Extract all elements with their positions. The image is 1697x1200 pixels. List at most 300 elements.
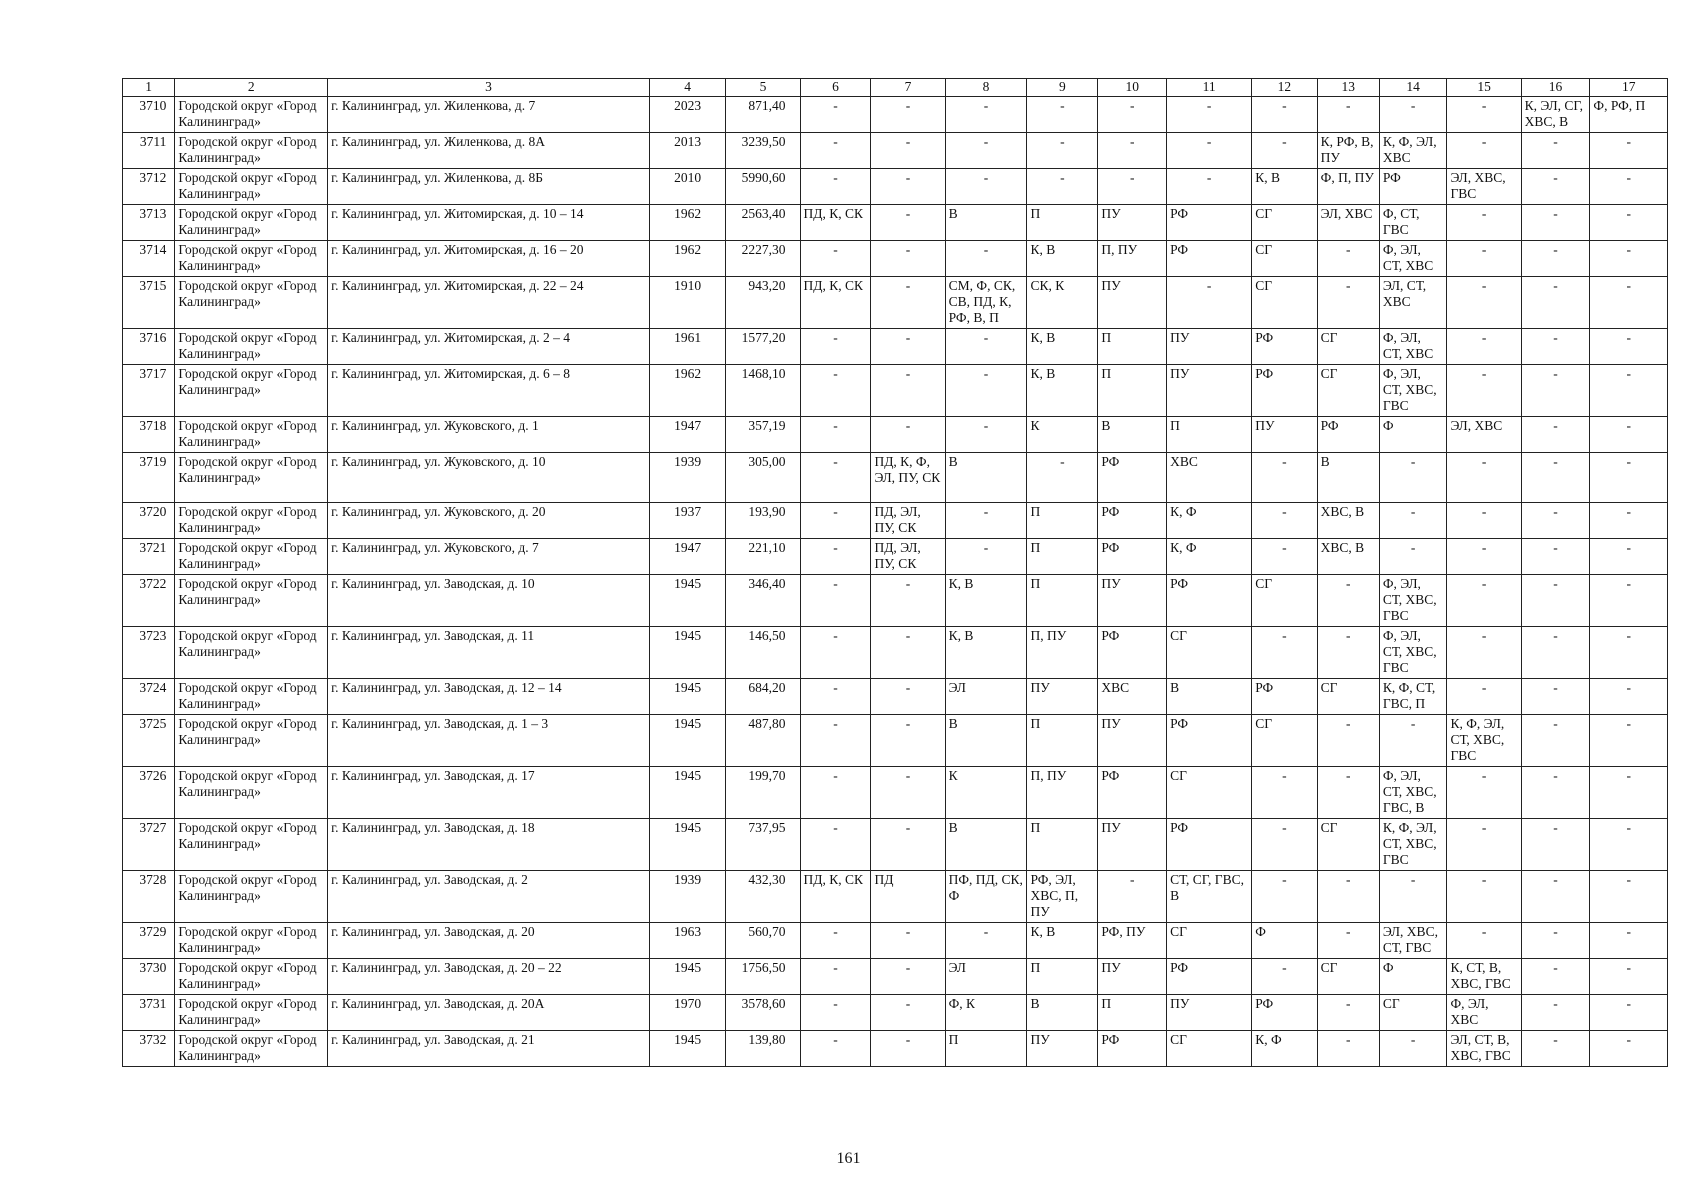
year-cell: 1939 <box>649 871 725 923</box>
cell-col-6: ПД, К, СК <box>800 277 871 329</box>
area-cell: 139,80 <box>726 1031 800 1067</box>
municipality-cell: Городской округ «Город Калининград» <box>175 277 328 329</box>
cell-col-11: РФ <box>1167 575 1252 627</box>
year-cell: 1945 <box>649 715 725 767</box>
cell-col-9: ПУ <box>1027 679 1098 715</box>
municipality-cell: Городской округ «Город Калининград» <box>175 205 328 241</box>
cell-col-14: Ф, ЭЛ, СТ, ХВС, ГВС, В <box>1379 767 1447 819</box>
cell-col-9: ПУ <box>1027 1031 1098 1067</box>
cell-col-8: - <box>945 365 1027 417</box>
cell-col-8: - <box>945 539 1027 575</box>
column-header-2: 2 <box>175 79 328 97</box>
cell-col-14: Ф <box>1379 959 1447 995</box>
column-header-13: 13 <box>1317 79 1379 97</box>
cell-col-7: - <box>871 959 945 995</box>
cell-col-11: РФ <box>1167 959 1252 995</box>
cell-col-7: - <box>871 923 945 959</box>
municipality-cell: Городской округ «Город Калининград» <box>175 959 328 995</box>
cell-col-17: - <box>1590 923 1668 959</box>
cell-col-9: П <box>1027 959 1098 995</box>
cell-col-6: - <box>800 97 871 133</box>
municipality-cell: Городской округ «Город Калининград» <box>175 819 328 871</box>
table-row <box>123 819 1668 871</box>
cell-col-7: - <box>871 277 945 329</box>
cell-col-13: В <box>1317 453 1379 503</box>
cell-col-10: ПУ <box>1098 205 1167 241</box>
address-cell: г. Калининград, ул. Житомирская, д. 6 – 8 <box>328 365 650 417</box>
cell-col-17: - <box>1590 627 1668 679</box>
record-number-cell: 3724 <box>123 679 175 715</box>
column-header-1: 1 <box>123 79 175 97</box>
cell-col-6: - <box>800 241 871 277</box>
cell-col-13: - <box>1317 97 1379 133</box>
cell-col-7: - <box>871 205 945 241</box>
cell-col-14: СГ <box>1379 995 1447 1031</box>
address-cell: г. Калининград, ул. Заводская, д. 18 <box>328 819 650 871</box>
cell-col-14: К, Ф, ЭЛ, ХВС <box>1379 133 1447 169</box>
municipality-cell: Городской округ «Город Калининград» <box>175 715 328 767</box>
municipality-cell: Городской округ «Город Калининград» <box>175 329 328 365</box>
cell-col-6: - <box>800 329 871 365</box>
cell-col-12: - <box>1252 539 1317 575</box>
column-header-4: 4 <box>649 79 725 97</box>
address-cell: г. Калининград, ул. Жуковского, д. 10 <box>328 453 650 503</box>
cell-col-9: - <box>1027 133 1098 169</box>
cell-col-15: ЭЛ, ХВС <box>1447 417 1521 453</box>
area-cell: 943,20 <box>726 277 800 329</box>
cell-col-17: - <box>1590 329 1668 365</box>
cell-col-7: ПД <box>871 871 945 923</box>
cell-col-12: - <box>1252 503 1317 539</box>
cell-col-6: ПД, К, СК <box>800 871 871 923</box>
cell-col-12: СГ <box>1252 715 1317 767</box>
page-number: 161 <box>836 1150 861 1167</box>
cell-col-12: - <box>1252 453 1317 503</box>
cell-col-15: - <box>1447 575 1521 627</box>
cell-col-17: - <box>1590 503 1668 539</box>
record-number-cell: 3712 <box>123 169 175 205</box>
register-table <box>122 78 1668 1067</box>
cell-col-16: - <box>1521 679 1590 715</box>
record-number-cell: 3723 <box>123 627 175 679</box>
area-cell: 1468,10 <box>726 365 800 417</box>
record-number-cell: 3729 <box>123 923 175 959</box>
cell-col-11: - <box>1167 277 1252 329</box>
cell-col-16: - <box>1521 417 1590 453</box>
cell-col-6: - <box>800 715 871 767</box>
address-cell: г. Калининград, ул. Заводская, д. 11 <box>328 627 650 679</box>
address-cell: г. Калининград, ул. Заводская, д. 17 <box>328 767 650 819</box>
record-number-cell: 3711 <box>123 133 175 169</box>
municipality-cell: Городской округ «Город Калининград» <box>175 923 328 959</box>
table-row <box>123 241 1668 277</box>
year-cell: 1961 <box>649 329 725 365</box>
table-row <box>123 871 1668 923</box>
cell-col-15: ЭЛ, СТ, В, ХВС, ГВС <box>1447 1031 1521 1067</box>
table-row <box>123 715 1668 767</box>
year-cell: 1945 <box>649 575 725 627</box>
area-cell: 1577,20 <box>726 329 800 365</box>
record-number-cell: 3721 <box>123 539 175 575</box>
cell-col-17: - <box>1590 819 1668 871</box>
cell-col-7: - <box>871 417 945 453</box>
cell-col-11: К, Ф <box>1167 503 1252 539</box>
cell-col-10: - <box>1098 97 1167 133</box>
cell-col-7: - <box>871 97 945 133</box>
cell-col-11: СГ <box>1167 923 1252 959</box>
cell-col-6: - <box>800 679 871 715</box>
column-header-12: 12 <box>1252 79 1317 97</box>
year-cell: 1970 <box>649 995 725 1031</box>
cell-col-9: П <box>1027 575 1098 627</box>
address-cell: г. Калининград, ул. Житомирская, д. 16 – 20 <box>328 241 650 277</box>
cell-col-10: РФ <box>1098 627 1167 679</box>
cell-col-9: П <box>1027 819 1098 871</box>
cell-col-9: - <box>1027 169 1098 205</box>
table-row <box>123 97 1668 133</box>
table-row <box>123 1031 1668 1067</box>
cell-col-16: - <box>1521 503 1590 539</box>
cell-col-7: - <box>871 329 945 365</box>
cell-col-14: - <box>1379 715 1447 767</box>
cell-col-14: - <box>1379 453 1447 503</box>
cell-col-12: - <box>1252 97 1317 133</box>
cell-col-17: - <box>1590 767 1668 819</box>
table-row <box>123 329 1668 365</box>
table-row <box>123 205 1668 241</box>
cell-col-12: СГ <box>1252 241 1317 277</box>
cell-col-6: - <box>800 417 871 453</box>
cell-col-13: СГ <box>1317 329 1379 365</box>
address-cell: г. Калининград, ул. Жиленкова, д. 8Б <box>328 169 650 205</box>
cell-col-15: - <box>1447 923 1521 959</box>
area-cell: 3239,50 <box>726 133 800 169</box>
cell-col-9: - <box>1027 97 1098 133</box>
table-row <box>123 679 1668 715</box>
cell-col-10: РФ, ПУ <box>1098 923 1167 959</box>
cell-col-14: - <box>1379 503 1447 539</box>
cell-col-10: - <box>1098 169 1167 205</box>
cell-col-11: К, Ф <box>1167 539 1252 575</box>
cell-col-14: ЭЛ, ХВС, СТ, ГВС <box>1379 923 1447 959</box>
cell-col-11: ХВС <box>1167 453 1252 503</box>
cell-col-16: К, ЭЛ, СГ, ХВС, В <box>1521 97 1590 133</box>
cell-col-6: - <box>800 133 871 169</box>
cell-col-15: - <box>1447 365 1521 417</box>
cell-col-11: СТ, СГ, ГВС, В <box>1167 871 1252 923</box>
cell-col-6: - <box>800 539 871 575</box>
municipality-cell: Городской округ «Город Калининград» <box>175 365 328 417</box>
cell-col-8: ПФ, ПД, СК, Ф <box>945 871 1027 923</box>
cell-col-8: СМ, Ф, СК, СВ, ПД, К, РФ, В, П <box>945 277 1027 329</box>
cell-col-7: - <box>871 241 945 277</box>
municipality-cell: Городской округ «Город Калининград» <box>175 169 328 205</box>
cell-col-7: - <box>871 365 945 417</box>
cell-col-12: РФ <box>1252 365 1317 417</box>
table-row <box>123 575 1668 627</box>
cell-col-11: СГ <box>1167 1031 1252 1067</box>
cell-col-11: РФ <box>1167 205 1252 241</box>
municipality-cell: Городской округ «Город Калининград» <box>175 1031 328 1067</box>
cell-col-16: - <box>1521 767 1590 819</box>
address-cell: г. Калининград, ул. Жиленкова, д. 7 <box>328 97 650 133</box>
cell-col-16: - <box>1521 959 1590 995</box>
cell-col-17: - <box>1590 959 1668 995</box>
cell-col-15: ЭЛ, ХВС, ГВС <box>1447 169 1521 205</box>
cell-col-14: К, Ф, ЭЛ, СТ, ХВС, ГВС <box>1379 819 1447 871</box>
area-cell: 357,19 <box>726 417 800 453</box>
column-header-9: 9 <box>1027 79 1098 97</box>
cell-col-16: - <box>1521 923 1590 959</box>
cell-col-8: К, В <box>945 627 1027 679</box>
cell-col-14: Ф, ЭЛ, СТ, ХВС <box>1379 241 1447 277</box>
cell-col-13: ХВС, В <box>1317 503 1379 539</box>
cell-col-13: ХВС, В <box>1317 539 1379 575</box>
year-cell: 1945 <box>649 679 725 715</box>
cell-col-7: - <box>871 575 945 627</box>
municipality-cell: Городской округ «Город Калининград» <box>175 417 328 453</box>
year-cell: 1945 <box>649 627 725 679</box>
cell-col-12: - <box>1252 959 1317 995</box>
cell-col-10: ПУ <box>1098 575 1167 627</box>
cell-col-16: - <box>1521 169 1590 205</box>
municipality-cell: Городской округ «Город Калининград» <box>175 767 328 819</box>
address-cell: г. Калининград, ул. Жуковского, д. 1 <box>328 417 650 453</box>
cell-col-16: - <box>1521 241 1590 277</box>
address-cell: г. Калининград, ул. Заводская, д. 21 <box>328 1031 650 1067</box>
cell-col-6: - <box>800 995 871 1031</box>
municipality-cell: Городской округ «Город Калининград» <box>175 575 328 627</box>
cell-col-6: ПД, К, СК <box>800 205 871 241</box>
cell-col-11: РФ <box>1167 819 1252 871</box>
cell-col-12: К, Ф <box>1252 1031 1317 1067</box>
cell-col-15: К, Ф, ЭЛ, СТ, ХВС, ГВС <box>1447 715 1521 767</box>
column-header-11: 11 <box>1167 79 1252 97</box>
column-header-14: 14 <box>1379 79 1447 97</box>
cell-col-13: СГ <box>1317 819 1379 871</box>
cell-col-14: - <box>1379 97 1447 133</box>
cell-col-17: - <box>1590 715 1668 767</box>
cell-col-8: - <box>945 133 1027 169</box>
cell-col-7: - <box>871 133 945 169</box>
cell-col-6: - <box>800 767 871 819</box>
cell-col-13: - <box>1317 995 1379 1031</box>
cell-col-10: П <box>1098 995 1167 1031</box>
cell-col-12: СГ <box>1252 575 1317 627</box>
cell-col-8: В <box>945 205 1027 241</box>
cell-col-14: - <box>1379 1031 1447 1067</box>
year-cell: 2013 <box>649 133 725 169</box>
cell-col-12: СГ <box>1252 277 1317 329</box>
cell-col-7: - <box>871 995 945 1031</box>
cell-col-11: РФ <box>1167 715 1252 767</box>
cell-col-8: Ф, К <box>945 995 1027 1031</box>
cell-col-10: ПУ <box>1098 715 1167 767</box>
cell-col-16: - <box>1521 871 1590 923</box>
cell-col-16: - <box>1521 575 1590 627</box>
cell-col-12: РФ <box>1252 329 1317 365</box>
cell-col-14: - <box>1379 871 1447 923</box>
cell-col-12: - <box>1252 627 1317 679</box>
cell-col-13: К, РФ, В, ПУ <box>1317 133 1379 169</box>
cell-col-17: - <box>1590 1031 1668 1067</box>
cell-col-17: - <box>1590 871 1668 923</box>
cell-col-6: - <box>800 627 871 679</box>
cell-col-9: К, В <box>1027 365 1098 417</box>
cell-col-15: - <box>1447 503 1521 539</box>
table-row <box>123 539 1668 575</box>
table-body <box>123 97 1668 1067</box>
municipality-cell: Городской округ «Город Калининград» <box>175 679 328 715</box>
area-cell: 199,70 <box>726 767 800 819</box>
cell-col-6: - <box>800 503 871 539</box>
cell-col-15: - <box>1447 241 1521 277</box>
cell-col-8: - <box>945 97 1027 133</box>
column-header-15: 15 <box>1447 79 1521 97</box>
cell-col-8: К <box>945 767 1027 819</box>
cell-col-17: - <box>1590 365 1668 417</box>
table-row <box>123 503 1668 539</box>
municipality-cell: Городской округ «Город Калининград» <box>175 995 328 1031</box>
municipality-cell: Городской округ «Город Калининград» <box>175 503 328 539</box>
address-cell: г. Калининград, ул. Заводская, д. 2 <box>328 871 650 923</box>
address-cell: г. Калининград, ул. Заводская, д. 20 – 22 <box>328 959 650 995</box>
cell-col-9: РФ, ЭЛ, ХВС, П, ПУ <box>1027 871 1098 923</box>
table-row <box>123 277 1668 329</box>
table-row <box>123 995 1668 1031</box>
cell-col-15: - <box>1447 871 1521 923</box>
record-number-cell: 3716 <box>123 329 175 365</box>
record-number-cell: 3728 <box>123 871 175 923</box>
area-cell: 432,30 <box>726 871 800 923</box>
address-cell: г. Калининград, ул. Заводская, д. 10 <box>328 575 650 627</box>
area-cell: 5990,60 <box>726 169 800 205</box>
cell-col-6: - <box>800 959 871 995</box>
cell-col-8: - <box>945 923 1027 959</box>
cell-col-7: - <box>871 169 945 205</box>
cell-col-12: - <box>1252 819 1317 871</box>
cell-col-8: В <box>945 819 1027 871</box>
cell-col-8: - <box>945 241 1027 277</box>
area-cell: 2563,40 <box>726 205 800 241</box>
year-cell: 1962 <box>649 205 725 241</box>
table-row <box>123 417 1668 453</box>
cell-col-13: ЭЛ, ХВС <box>1317 205 1379 241</box>
cell-col-15: - <box>1447 97 1521 133</box>
address-cell: г. Калининград, ул. Заводская, д. 1 – 3 <box>328 715 650 767</box>
cell-col-9: П <box>1027 503 1098 539</box>
register-sheet <box>122 78 1668 1067</box>
record-number-cell: 3713 <box>123 205 175 241</box>
cell-col-13: Ф, П, ПУ <box>1317 169 1379 205</box>
cell-col-17: - <box>1590 575 1668 627</box>
area-cell: 684,20 <box>726 679 800 715</box>
area-cell: 346,40 <box>726 575 800 627</box>
cell-col-16: - <box>1521 1031 1590 1067</box>
municipality-cell: Городской округ «Город Калининград» <box>175 539 328 575</box>
table-row <box>123 133 1668 169</box>
cell-col-13: - <box>1317 277 1379 329</box>
year-cell: 2023 <box>649 97 725 133</box>
cell-col-9: П, ПУ <box>1027 627 1098 679</box>
municipality-cell: Городской округ «Город Калининград» <box>175 627 328 679</box>
cell-col-10: РФ <box>1098 1031 1167 1067</box>
year-cell: 1945 <box>649 767 725 819</box>
record-number-cell: 3732 <box>123 1031 175 1067</box>
cell-col-15: - <box>1447 133 1521 169</box>
year-cell: 1947 <box>649 417 725 453</box>
cell-col-7: - <box>871 627 945 679</box>
municipality-cell: Городской округ «Город Калининград» <box>175 97 328 133</box>
cell-col-10: ХВС <box>1098 679 1167 715</box>
cell-col-16: - <box>1521 329 1590 365</box>
address-cell: г. Калининград, ул. Жуковского, д. 7 <box>328 539 650 575</box>
cell-col-17: - <box>1590 417 1668 453</box>
cell-col-9: П <box>1027 715 1098 767</box>
year-cell: 1945 <box>649 819 725 871</box>
column-header-16: 16 <box>1521 79 1590 97</box>
cell-col-6: - <box>800 169 871 205</box>
address-cell: г. Калининград, ул. Жиленкова, д. 8А <box>328 133 650 169</box>
cell-col-8: ЭЛ <box>945 679 1027 715</box>
address-cell: г. Калининград, ул. Заводская, д. 20 <box>328 923 650 959</box>
cell-col-16: - <box>1521 365 1590 417</box>
cell-col-11: ПУ <box>1167 995 1252 1031</box>
year-cell: 1945 <box>649 1031 725 1067</box>
cell-col-6: - <box>800 575 871 627</box>
cell-col-6: - <box>800 453 871 503</box>
cell-col-13: - <box>1317 627 1379 679</box>
record-number-cell: 3718 <box>123 417 175 453</box>
column-header-7: 7 <box>871 79 945 97</box>
cell-col-16: - <box>1521 539 1590 575</box>
cell-col-13: СГ <box>1317 959 1379 995</box>
cell-col-10: РФ <box>1098 453 1167 503</box>
cell-col-17: - <box>1590 453 1668 503</box>
record-number-cell: 3722 <box>123 575 175 627</box>
cell-col-15: К, СТ, В, ХВС, ГВС <box>1447 959 1521 995</box>
cell-col-13: - <box>1317 923 1379 959</box>
column-header-6: 6 <box>800 79 871 97</box>
cell-col-15: - <box>1447 205 1521 241</box>
record-number-cell: 3719 <box>123 453 175 503</box>
year-cell: 1910 <box>649 277 725 329</box>
cell-col-16: - <box>1521 277 1590 329</box>
cell-col-12: - <box>1252 133 1317 169</box>
cell-col-8: - <box>945 503 1027 539</box>
cell-col-14: Ф <box>1379 417 1447 453</box>
cell-col-10: ПУ <box>1098 277 1167 329</box>
record-number-cell: 3717 <box>123 365 175 417</box>
area-cell: 737,95 <box>726 819 800 871</box>
cell-col-16: - <box>1521 453 1590 503</box>
cell-col-7: ПД, ЭЛ, ПУ, СК <box>871 539 945 575</box>
cell-col-12: - <box>1252 871 1317 923</box>
cell-col-10: РФ <box>1098 539 1167 575</box>
cell-col-10: ПУ <box>1098 959 1167 995</box>
cell-col-7: ПД, ЭЛ, ПУ, СК <box>871 503 945 539</box>
cell-col-9: К, В <box>1027 329 1098 365</box>
cell-col-17: - <box>1590 241 1668 277</box>
cell-col-11: - <box>1167 133 1252 169</box>
cell-col-11: П <box>1167 417 1252 453</box>
cell-col-8: П <box>945 1031 1027 1067</box>
cell-col-17: - <box>1590 277 1668 329</box>
cell-col-11: - <box>1167 169 1252 205</box>
table-row <box>123 627 1668 679</box>
cell-col-14: Ф, ЭЛ, СТ, ХВС, ГВС <box>1379 627 1447 679</box>
cell-col-11: ПУ <box>1167 329 1252 365</box>
